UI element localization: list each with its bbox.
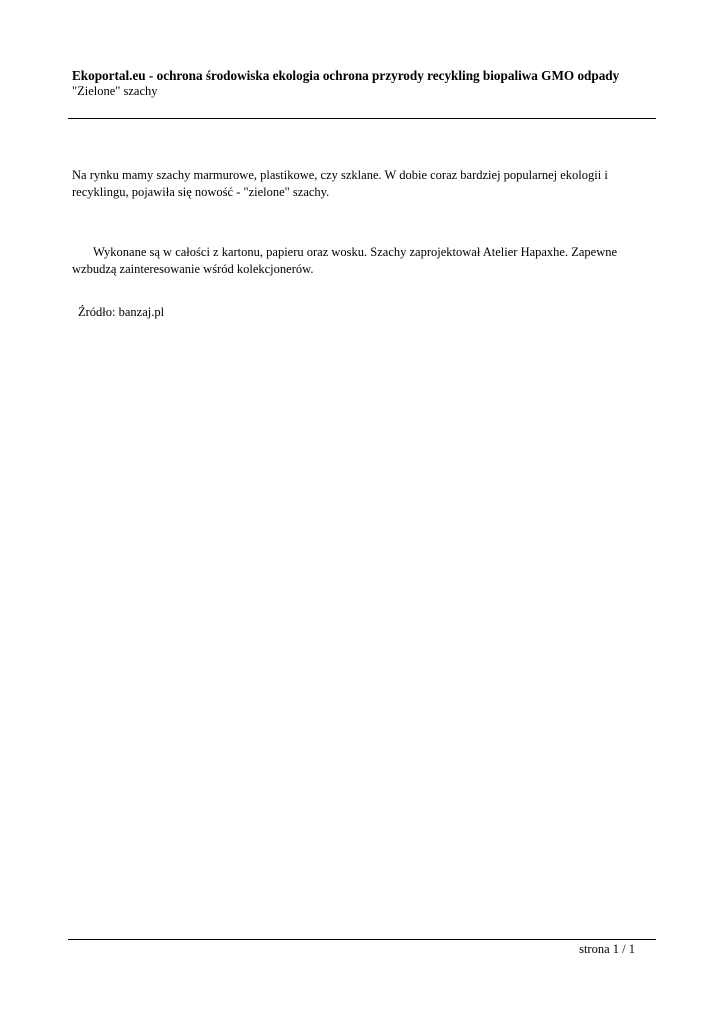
footer-divider — [68, 939, 656, 940]
article-title: "Zielone" szachy — [72, 84, 158, 98]
page-number: strona 1 / 1 — [579, 942, 635, 956]
article-paragraph: Na rynku mamy szachy marmurowe, plastikowe, czy szklane. W dobie coraz bardziej popularnej ekologii i recyklingu, pojawiła się nowość - "zielone" szachy. — [72, 168, 608, 199]
site-title: Ekoportal.eu - ochrona środowiska ekologia ochrona przyrody recykling biopaliwa GMO odpady — [72, 68, 620, 83]
article-source: Źródło: banzaj.pl — [78, 305, 165, 319]
article-paragraph: Wykonane są w całości z kartonu, papieru oraz wosku. Szachy zaprojektował Atelier Hapaxhe. Zapewne wzbudzą zainteresowanie wśród kolekcjonerów. — [72, 245, 618, 276]
header-divider — [68, 118, 656, 119]
